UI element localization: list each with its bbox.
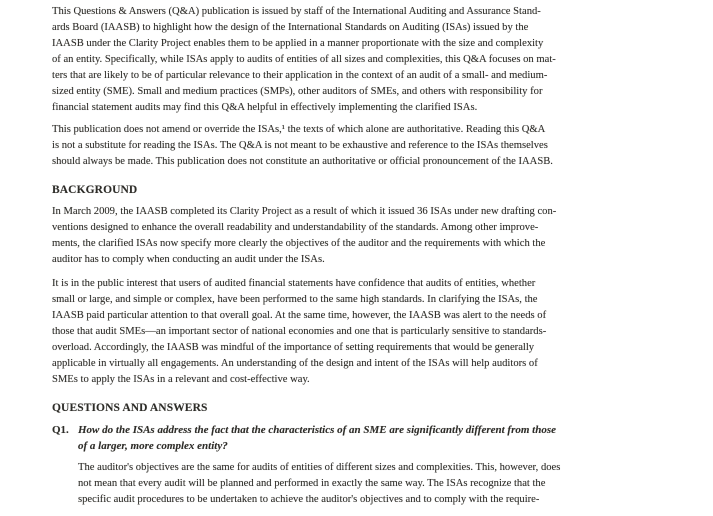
question-text — [78, 422, 660, 454]
text-line: IAASB paid particular attention to that overall goal. At the same time, however, the IAASB was alert to the needs of — [52, 310, 547, 321]
text-line: small or large, and simple or complex, have been performed to the same high standards. In clarifying the ISAs, the — [52, 294, 538, 305]
qa-item-q1 — [52, 422, 660, 508]
background-paragraph-1 — [52, 204, 660, 268]
text-line: of an entity. Specifically, while ISAs apply to audits of entities of all sizes and complexities, this Q&A focuses on mat- — [52, 54, 556, 65]
question-number: Q1. — [52, 424, 69, 436]
background-paragraph-2 — [52, 276, 660, 388]
text-line: sized entity (SME). Small and medium practices (SMPs), other auditors of SMEs, and others with responsibility for — [52, 86, 543, 97]
text-line: should always be made. This publication does not constitute an authoritative or official pronouncement of the IAASB. — [52, 156, 553, 167]
text-line: It is in the public interest that users of audited financial statements have confidence that audits of entities, whether — [52, 278, 536, 289]
text-line: This Questions & Answers (Q&A) publication is issued by staff of the International Auditing and Assurance Stand- — [52, 6, 541, 17]
text-line: ventions designed to enhance the overall readability and understandability of the standards. Among other improve- — [52, 222, 539, 233]
intro-paragraph-1 — [52, 4, 660, 116]
text-line: ments, the clarified ISAs now specify more clearly the objectives of the auditor and the requirements with which the — [52, 238, 546, 249]
text-line: applicable in virtually all engagements. An understanding of the design and intent of the ISAs will help auditors of — [52, 358, 538, 369]
text-line: The auditor's objectives are the same for audits of entities of different sizes and complexities. This, however, does — [78, 462, 561, 473]
text-line: those that audit SMEs—an important sector of national economies and one that is particularly sensitive to standards- — [52, 326, 547, 337]
text-line: How do the ISAs address the fact that the characteristics of an SME are significantly different from those — [78, 424, 557, 436]
background-heading: BACKGROUND — [52, 184, 138, 196]
intro-paragraph-2 — [52, 122, 660, 170]
text-line: IAASB under the Clarity Project enables them to be applied in a manner proportionate with the size and complexity — [52, 38, 544, 49]
text-line: ters that are likely to be of particular relevance to their application in the context of an audit of a small- and medium- — [52, 70, 548, 81]
text-line: of a larger, more complex entity? — [78, 440, 228, 452]
text-line: SMEs to apply the ISAs in a relevant and cost-effective way. — [52, 374, 310, 385]
text-line: In March 2009, the IAASB completed its Clarity Project as a result of which it issued 36 ISAs under new drafting con- — [52, 206, 557, 217]
answer-text — [78, 460, 660, 508]
text-line: ards Board (IAASB) to highlight how the design of the International Standards on Auditing (ISAs) issued by the — [52, 22, 529, 33]
text-line: financial statement audits may find this Q&A helpful in effectively implementing the clarified ISAs. — [52, 102, 478, 113]
text-line: not mean that every audit will be planned and performed in exactly the same way. The ISAs recognize that the — [78, 478, 546, 489]
text-line: This publication does not amend or override the ISAs,¹ the texts of which alone are authoritative. Reading this Q&A — [52, 124, 546, 135]
question-row — [52, 422, 660, 454]
text-line: auditor has to comply when conducting an audit under the ISAs. — [52, 254, 325, 265]
text-line: specific audit procedures to be undertaken to achieve the auditor's objectives and to comply with the require- — [78, 494, 540, 505]
questions-and-answers-heading: QUESTIONS AND ANSWERS — [52, 402, 208, 414]
text-line: overload. Accordingly, the IAASB was mindful of the importance of setting requirements that would be generally — [52, 342, 535, 353]
text-line: is not a substitute for reading the ISAs. The Q&A is not meant to be exhaustive and reference to the ISAs themselves — [52, 140, 548, 151]
